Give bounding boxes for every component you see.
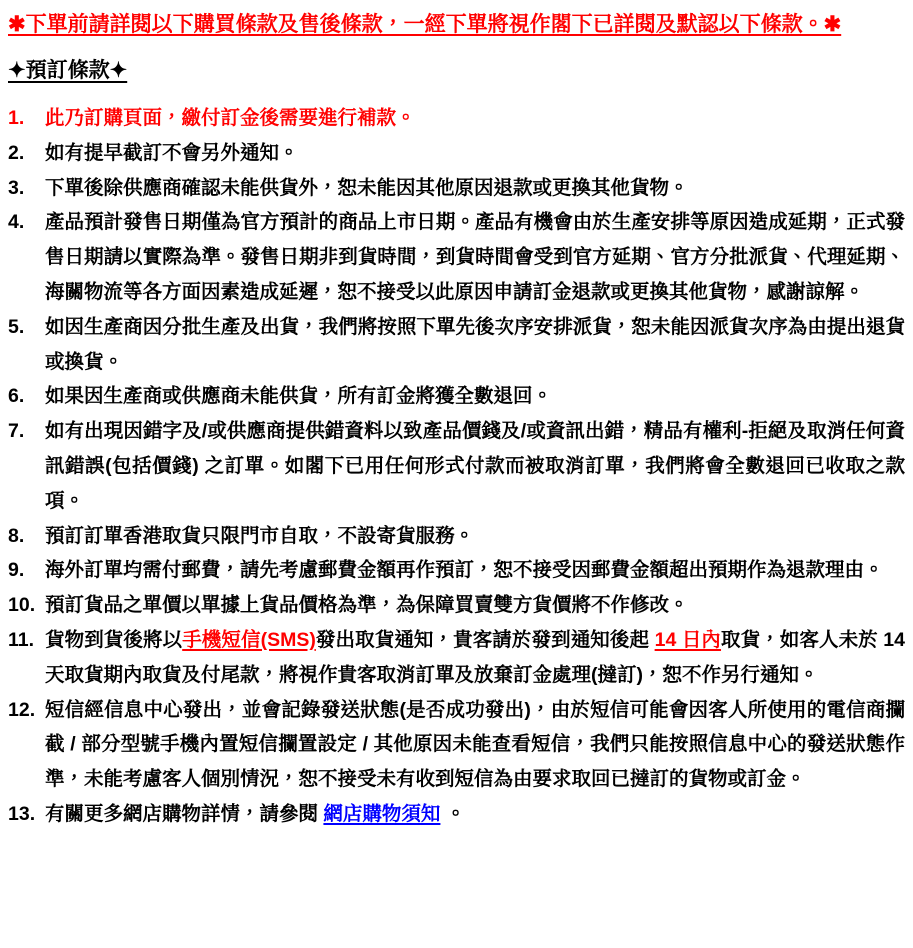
term-text <box>45 797 905 832</box>
term-text <box>45 136 905 171</box>
term-number: 11. <box>8 628 35 651</box>
term-number: 13. <box>8 802 36 825</box>
document-title: ✱下單前請詳閱以下購買條款及售後條款，一經下單將視作閣下已詳閱及默認以下條款。✱ <box>8 13 842 36</box>
term-number: 5. <box>8 315 25 338</box>
term-number: 3. <box>8 176 25 199</box>
term-segment: 如因生產商因分批生產及出貨，我們將按照下單先後次序安排派貨，恕未能因派貨次序為由提出退貨或換貨。 <box>45 315 905 373</box>
terms-list <box>8 101 905 832</box>
term-segment: 如有提早截訂不會另外通知。 <box>45 141 299 164</box>
term-segment: 產品預計發售日期僅為官方預計的商品上市日期。產品有機會由於生產安排等原因造成延期，正式發售日期請以實際為準。發售日期非到貨時間，到貨時間會受到官方延期、官方分批派貨、代理延期、海關物流等各方面因素造成延遲，恕不接受以此原因申請訂金退款或更換其他貨物，感謝諒解。 <box>45 211 905 303</box>
term-text <box>45 171 905 206</box>
term-item-1 <box>8 101 905 136</box>
term-text <box>45 414 905 518</box>
term-segment: 如果因生產商或供應商未能供貨，所有訂金將獲全數退回。 <box>45 385 553 408</box>
term-segment: 短信經信息中心發出，並會記錄發送狀態(是否成功發出)，由於短信可能會因客人所使用的電信商攔截 / 部分型號手機內置短信攔置設定 / 其他原因未能查看短信，我們只能按照信息中心的發送狀態作準，未能考慮客人個別情況，恕不接受未有收到短信為由要求取回已撻訂的貨物或訂金。 <box>45 698 905 791</box>
term-number: 2. <box>8 141 25 164</box>
term-item-9 <box>8 553 905 588</box>
term-number: 6. <box>8 385 25 408</box>
term-text <box>45 310 905 380</box>
term-text <box>45 379 905 414</box>
term-segment: 貨物到貨後將以 <box>45 628 183 651</box>
term-text <box>45 205 905 309</box>
term-number: 4. <box>8 211 25 234</box>
term-item-10 <box>8 588 905 623</box>
term-item-8 <box>8 519 905 554</box>
term-item-5 <box>8 310 905 380</box>
term-segment: 發出取貨通知，貴客請於發到通知後起 <box>315 628 655 651</box>
term-text <box>45 101 905 136</box>
term-number: 9. <box>8 559 25 582</box>
term-item-13 <box>8 797 905 832</box>
term-number: 8. <box>8 524 25 547</box>
term-item-11 <box>8 623 905 693</box>
term-segment: 取貨，如客人未於 14 天取貨期內取貨及付尾款，將視作貴客取消訂單及放棄訂金處理(撻訂)，恕不作另行通知。 <box>45 628 906 686</box>
term-item-12 <box>8 693 905 797</box>
highlighted-text: 14 日內 <box>654 628 722 651</box>
term-item-2 <box>8 136 905 171</box>
term-segment: 此乃訂購頁面，繳付訂金後需要進行補款。 <box>45 107 416 129</box>
shop-guide-link[interactable]: 網店購物須知 <box>323 802 441 825</box>
term-text <box>45 588 905 623</box>
term-text <box>45 519 905 554</box>
term-item-6 <box>8 379 905 414</box>
term-segment: 如有出現因錯字及/或供應商提供錯資料以致產品價錢及/或資訊出錯，精品有權利-拒絕及取消任何資訊錯誤(包括價錢) 之訂單。如閣下已用任何形式付款而被取消訂單，我們將會全數退回已收取之款項。 <box>45 420 905 512</box>
term-segment: 下單後除供應商確認未能供貨外，恕未能因其他原因退款或更換其他貨物。 <box>45 176 689 199</box>
term-text <box>45 623 905 693</box>
term-segment: 預訂貨品之單價以單據上貨品價格為準，為保障買賣雙方貨價將不作修改。 <box>45 594 689 617</box>
term-number: 7. <box>8 420 25 443</box>
term-text <box>45 693 905 797</box>
term-text <box>45 553 905 588</box>
term-number: 1. <box>8 107 25 129</box>
term-segment: 預訂訂單香港取貨只限門市自取，不設寄貨服務。 <box>45 524 475 547</box>
term-segment: 海外訂單均需付郵費，請先考慮郵費金額再作預訂，恕不接受因郵費金額超出預期作為退款理由。 <box>45 559 884 582</box>
term-number: 10. <box>8 594 36 617</box>
term-segment: 。 <box>440 802 466 825</box>
term-item-4 <box>8 205 905 309</box>
section-header-preorder-terms: ✦預訂條款✦ <box>8 59 128 82</box>
term-item-7 <box>8 414 905 518</box>
highlighted-text: 手機短信(SMS) <box>182 628 316 651</box>
term-segment: 有關更多網店購物詳情，請參閱 <box>45 802 324 825</box>
term-number: 12. <box>8 698 36 721</box>
term-item-3 <box>8 171 905 206</box>
